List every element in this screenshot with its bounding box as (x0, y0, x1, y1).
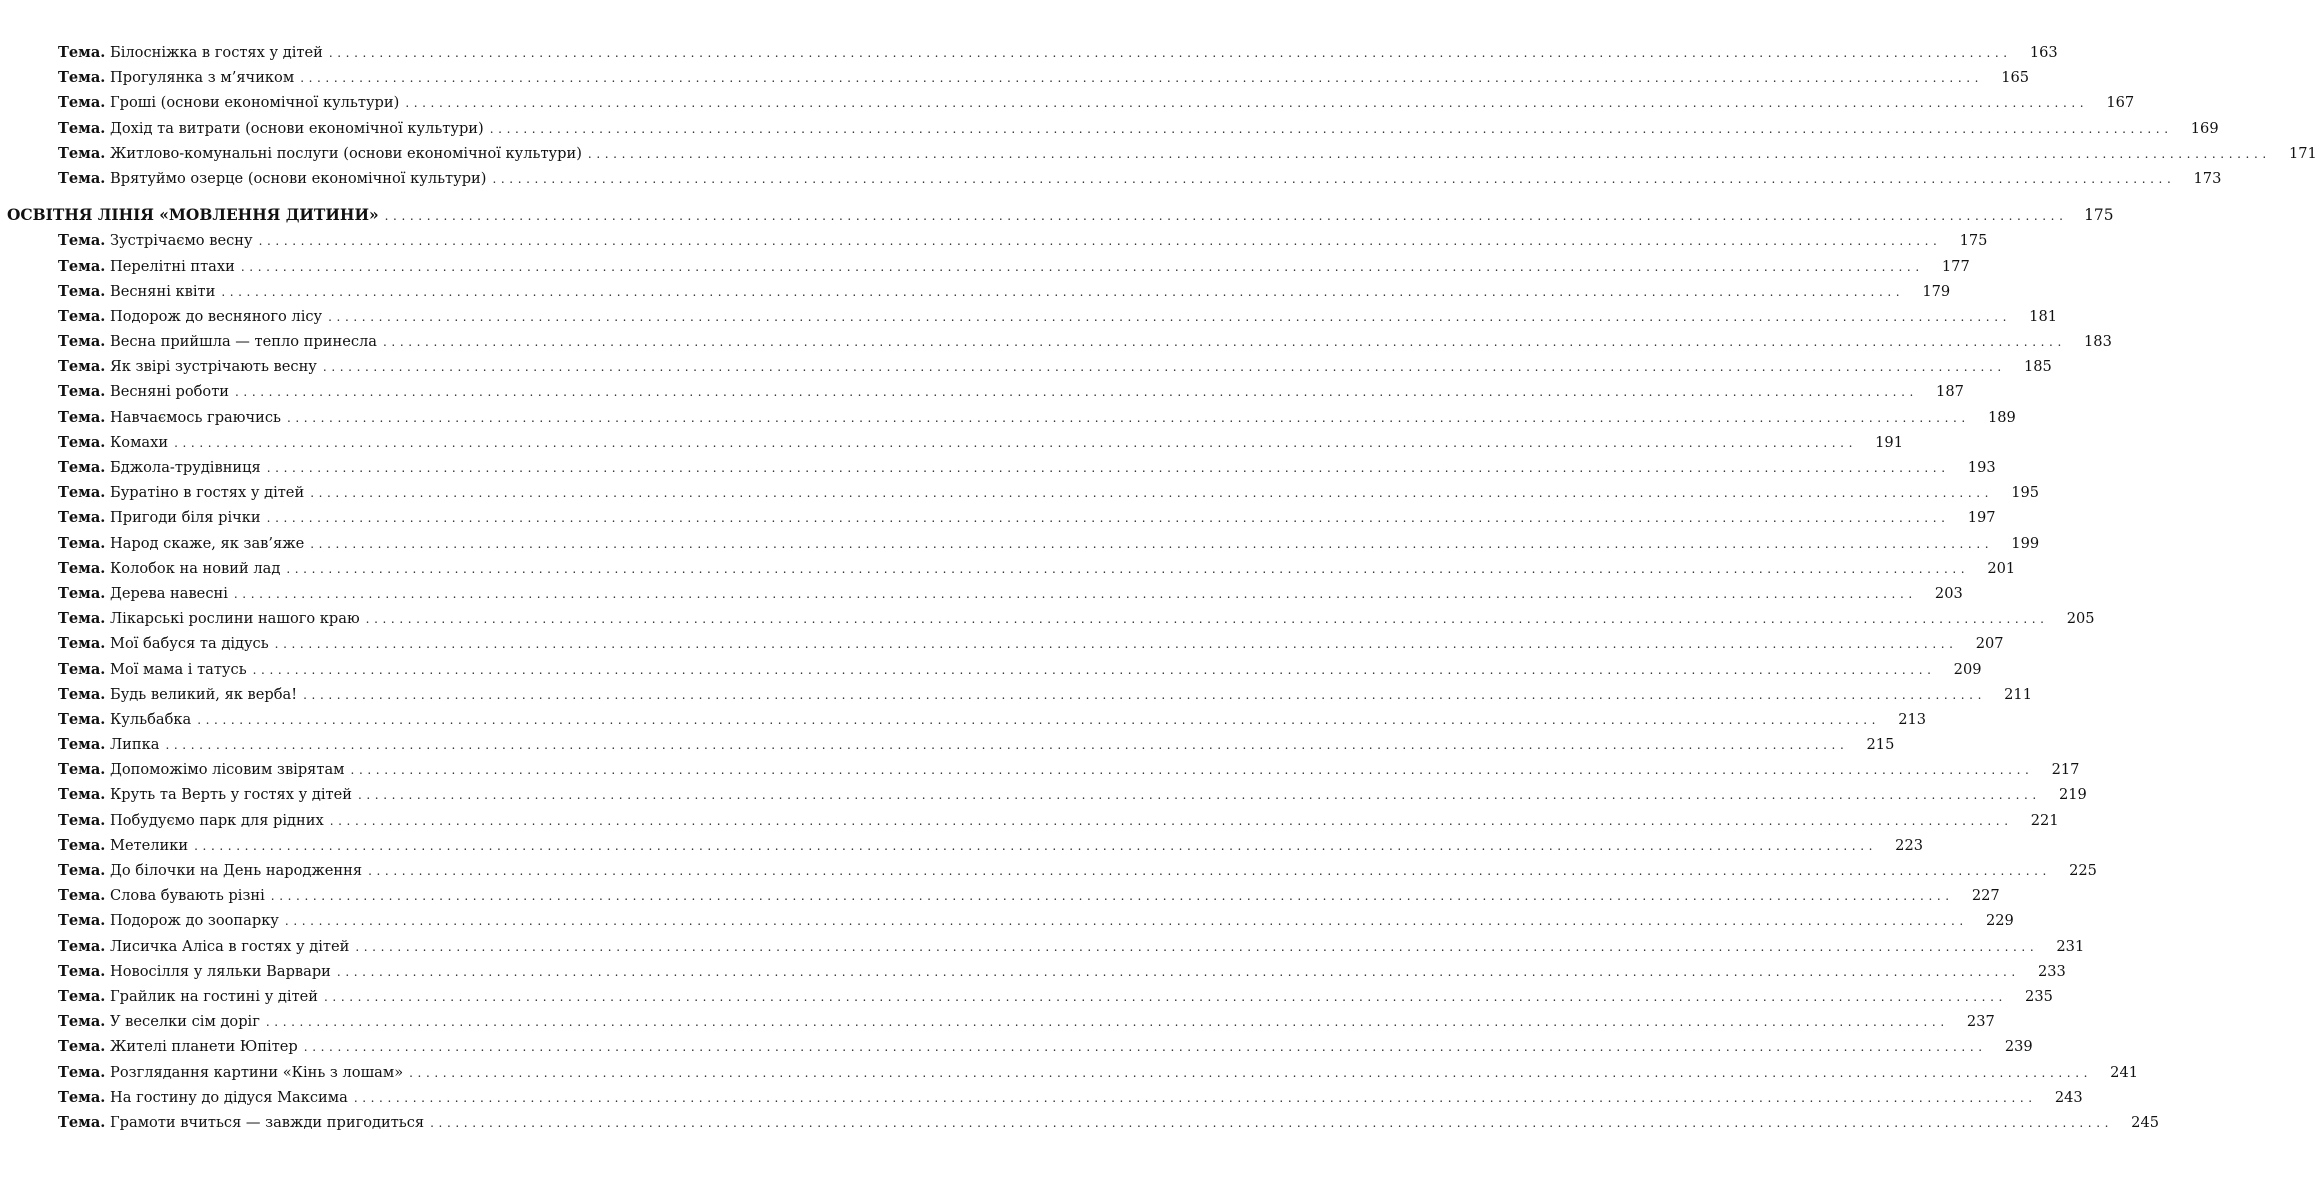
toc-entry-title: Мої мама і татусь (110, 660, 247, 678)
dot-leader: ........................................................................................................................................................................................................ (266, 461, 1950, 475)
toc-entry-prefix: Тема. (58, 459, 106, 476)
toc-entry-title: Весняні квіти (110, 282, 216, 300)
toc-entry-prefix: Тема. (58, 94, 106, 112)
toc-entry-page-number: 231 (2056, 937, 2085, 955)
toc-entry (0, 90, 2135, 115)
toc-entry-title: До білочки на День народження (110, 862, 363, 879)
dot-leader: ........................................................................................................................................................................................................ (174, 435, 1857, 450)
toc-entry (0, 531, 2040, 556)
toc-entry-title: Допоможімо лісовим звірятам (110, 761, 345, 779)
toc-entry-label (58, 455, 261, 480)
dot-leader: ........................................................................................................................................................................................................ (270, 889, 1954, 904)
dot-leader: ........................................................................................................................................................................................................ (258, 234, 1942, 249)
toc-entry-label (58, 405, 281, 430)
toc-entry-prefix: Тема. (58, 811, 106, 829)
toc-entry-page-number: 225 (2069, 862, 2097, 879)
toc-entry-prefix: Тема. (58, 169, 106, 187)
toc-entry-prefix: Тема. (58, 433, 106, 451)
toc-entry-title: Перелітні птахи (110, 257, 235, 275)
dot-leader: ........................................................................................................................................................................................................ (233, 586, 1917, 601)
dot-leader: ........................................................................................................................................................................................................ (365, 612, 2049, 627)
toc-entry-title: Слова бувають різні (110, 887, 265, 905)
toc-entry-title: Грамоти вчиться — завжди пригодиться (110, 1113, 425, 1131)
toc-entry-page-number: 245 (2131, 1113, 2160, 1131)
toc-entry (0, 657, 1982, 682)
toc-entry-page-number: 217 (2051, 761, 2080, 779)
toc-entry (0, 606, 2095, 631)
toc-entry-prefix: Тема. (58, 736, 106, 754)
toc-entry-page-number: 195 (2011, 484, 2040, 502)
toc-entry-prefix: Тема. (58, 1113, 106, 1131)
toc-entry-prefix: Тема. (58, 559, 106, 577)
toc-entry-title: Як звірі зустрічають весну (110, 358, 317, 376)
toc-entry-title: Лікарські рослини нашого краю (110, 610, 360, 628)
toc-entry-prefix: Тема. (58, 408, 106, 426)
toc-entry-title: Подорож до весняного лісу (110, 307, 323, 325)
dot-leader: ........................................................................................................................................................................................................ (384, 209, 2068, 224)
toc-entry-page-number: 173 (2193, 169, 2222, 187)
toc-entry-label (58, 480, 304, 505)
toc-entry (0, 354, 2052, 379)
toc-entry-prefix: Тема. (58, 509, 106, 527)
toc-entry-label (58, 732, 159, 757)
toc-entry (0, 631, 2004, 656)
toc-entry-title: Новосілля у ляльки Варвари (110, 962, 331, 980)
dot-leader: ........................................................................................................................................................................................................ (221, 284, 1905, 299)
toc-entry (0, 430, 1903, 455)
toc-entry (0, 883, 2000, 908)
dot-leader: ........................................................................................................................................................................................................ (310, 536, 1994, 551)
section-page-number: 175 (2084, 206, 2114, 225)
dot-leader: ........................................................................................................................................................................................................ (353, 1090, 2037, 1105)
toc-entry-page-number: 177 (1941, 257, 1970, 275)
toc-entry-title: Кульбабка (110, 710, 192, 728)
dot-leader: ........................................................................................................................................................................................................ (252, 662, 1936, 677)
toc-entry-page-number: 233 (2037, 962, 2066, 980)
toc-entry-title: Прогулянка з м’ячиком (110, 69, 295, 87)
toc-entry-prefix: Тема. (58, 937, 106, 955)
toc-entry-title: Грайлик на гостині у дітей (110, 987, 319, 1005)
dot-leader: ........................................................................................................................................................................................................ (357, 788, 2041, 803)
toc-entry (0, 782, 2087, 807)
toc-entry-page-number: 229 (1985, 912, 2014, 930)
toc-entry-prefix: Тема. (58, 862, 106, 879)
toc-entry (0, 1034, 2033, 1059)
toc-entry (0, 254, 1970, 279)
toc-entry-page-number: 243 (2054, 1088, 2083, 1106)
toc-entry-prefix: Тема. (58, 761, 106, 779)
dot-leader: ........................................................................................................................................................................................................ (409, 1065, 2093, 1080)
dot-leader: ........................................................................................................................................................................................................ (265, 1015, 1949, 1030)
toc-entry-label (58, 304, 322, 329)
toc-entry-page-number: 235 (2025, 987, 2053, 1005)
toc-entry-label (58, 682, 297, 707)
toc-entry-label (58, 354, 317, 379)
toc-entry-page-number: 223 (1895, 836, 1924, 854)
dot-leader: ........................................................................................................................................................................................................ (382, 335, 2066, 350)
toc-entry-title: У веселки сім доріг (110, 1013, 260, 1031)
toc-entry-label (58, 883, 265, 908)
toc-entry-label (58, 279, 215, 304)
dot-leader: ........................................................................................................................................................................................................ (197, 712, 1881, 727)
toc-entry-label (58, 782, 352, 807)
dot-leader: ........................................................................................................................................................................................................ (492, 171, 2176, 186)
toc-entry-title: Метелики (110, 836, 189, 854)
toc-entry-prefix: Тема. (58, 282, 106, 300)
toc-entry-prefix: Тема. (58, 333, 106, 351)
toc-entry-page-number: 237 (1966, 1013, 1995, 1031)
toc-entry-prefix: Тема. (58, 912, 106, 930)
toc-entry (0, 166, 2222, 191)
toc-entry-label (58, 1060, 403, 1085)
dot-leader: ........................................................................................................................................................................................................ (303, 1040, 1987, 1055)
toc-entry (0, 984, 2053, 1009)
toc-entry-page-number: 169 (2190, 119, 2219, 137)
dot-leader: ........................................................................................................................................................................................................ (328, 46, 2012, 60)
toc-entry (0, 141, 2317, 166)
toc-entry-page-number: 165 (2001, 69, 2030, 87)
toc-entry-title: Бджола-трудівниця (110, 459, 261, 476)
toc-entry-prefix: Тема. (58, 660, 106, 678)
toc-entry (0, 304, 2058, 329)
toc-entry-label (58, 1034, 298, 1059)
dot-leader: ........................................................................................................................................................................................................ (324, 989, 2007, 1004)
toc-entry-prefix: Тема. (58, 710, 106, 728)
toc-entry (0, 556, 2016, 581)
dot-leader: ........................................................................................................................................................................................................ (303, 687, 1986, 702)
toc-entry (0, 329, 2112, 354)
toc-entry (0, 505, 1996, 530)
toc-entry (0, 757, 2080, 782)
toc-entry-page-number: 203 (1934, 584, 1963, 602)
toc-entry-label (58, 984, 318, 1009)
toc-entry-page-number: 207 (1975, 635, 2004, 653)
toc-entry-title: Жителі планети Юпітер (110, 1038, 298, 1056)
dot-leader: ........................................................................................................................................................................................................ (235, 385, 1918, 400)
toc-entry-prefix: Тема. (58, 44, 106, 61)
toc-entry-label (58, 228, 253, 253)
toc-entry (0, 1060, 2139, 1085)
toc-entry (0, 959, 2066, 984)
toc-entry-prefix: Тема. (58, 144, 106, 162)
dot-leader: ........................................................................................................................................................................................................ (322, 360, 2006, 375)
dot-leader: ........................................................................................................................................................................................................ (329, 813, 2013, 828)
section-title: ОСВІТНЯ ЛІНІЯ «МОВЛЕННЯ ДИТИНИ» (7, 206, 379, 225)
toc-entry (0, 228, 1988, 253)
toc-entry-page-number: 171 (2288, 144, 2317, 162)
dot-leader: ........................................................................................................................................................................................................ (405, 96, 2089, 111)
toc-entry-page-number: 211 (2004, 685, 2032, 703)
toc-entry-label (58, 141, 582, 166)
toc-entry-prefix: Тема. (58, 584, 106, 602)
toc-entry (0, 40, 2058, 65)
dot-leader: ........................................................................................................................................................................................................ (355, 939, 2039, 954)
toc-entry-label (58, 65, 294, 90)
toc-entry-title: Врятуймо озерце (основи економічної культури) (110, 169, 487, 187)
toc-entry-label (58, 858, 362, 883)
toc-entry-title: Круть та Верть у гостях у дітей (110, 786, 352, 804)
toc-entry-label (58, 657, 247, 682)
toc-entry-prefix: Тема. (58, 987, 106, 1005)
toc-entry-prefix: Тема. (58, 358, 106, 376)
toc-group-1 (0, 40, 2317, 191)
dot-leader: ........................................................................................................................................................................................................ (274, 637, 1958, 652)
toc-entry-page-number: 163 (2029, 44, 2058, 61)
toc-entry-label (58, 581, 228, 606)
toc-entry-title: Житлово-комунальні послуги (основи економічної культури) (110, 144, 582, 162)
toc-entry-label (58, 959, 331, 984)
toc-entry-prefix: Тема. (58, 836, 106, 854)
dot-leader: ........................................................................................................................................................................................................ (165, 738, 1849, 753)
toc-entry-title: Липка (110, 736, 160, 754)
toc-entry-prefix: Тема. (58, 1063, 106, 1081)
toc-entry-prefix: Тема. (58, 786, 106, 804)
toc-entry-title: Гроші (основи економічної культури) (110, 94, 400, 112)
toc-entry-page-number: 189 (1987, 408, 2016, 426)
toc-entry (0, 379, 1964, 404)
dot-leader: ........................................................................................................................................................................................................ (310, 486, 1994, 501)
toc-entry-label (58, 90, 399, 115)
toc-entry-page-number: 167 (2106, 94, 2135, 112)
toc-entry-label (58, 934, 349, 959)
toc-entry-title: Дерева навесні (110, 584, 228, 602)
toc-entry-title: Народ скаже, як зав’яже (110, 534, 305, 552)
toc-entry-title: Комахи (110, 433, 169, 451)
toc-entry-page-number: 187 (1936, 383, 1964, 401)
toc-entry (0, 732, 1895, 757)
toc-entry-title: Зустрічаємо весну (110, 232, 253, 250)
toc-entry-label (58, 1085, 348, 1110)
toc-entry (0, 833, 1924, 858)
dot-leader: ........................................................................................................................................................................................................ (266, 511, 1950, 526)
toc-entry-prefix: Тема. (58, 610, 106, 628)
dot-leader: ........................................................................................................................................................................................................ (300, 71, 1984, 86)
toc-entry-prefix: Тема. (58, 383, 106, 401)
toc-entry-page-number: 213 (1898, 710, 1927, 728)
toc-entry-title: Побудуємо парк для рідних (110, 811, 324, 829)
toc-entry-prefix: Тема. (58, 1038, 106, 1056)
toc-entry-prefix: Тема. (58, 887, 106, 905)
toc-entry-title: Колобок на новий лад (110, 559, 281, 577)
toc-entry-title: Дохід та витрати (основи економічної культури) (110, 119, 484, 137)
dot-leader: ........................................................................................................................................................................................................ (284, 914, 1968, 929)
toc-entry-page-number: 183 (2084, 333, 2112, 351)
dot-leader: ........................................................................................................................................................................................................ (336, 964, 2020, 979)
dot-leader: ........................................................................................................................................................................................................ (489, 121, 2173, 136)
toc-entry-page-number: 181 (2029, 307, 2058, 325)
toc-entry-label (58, 116, 484, 141)
toc-entry-page-number: 179 (1922, 282, 1951, 300)
toc-entry-title: Подорож до зоопарку (110, 912, 279, 930)
toc-entry (0, 581, 1963, 606)
toc-entry-prefix: Тема. (58, 685, 106, 703)
toc-entry-page-number: 239 (2004, 1038, 2033, 1056)
toc-entry-label (58, 833, 188, 858)
toc-entry-page-number: 199 (2011, 534, 2040, 552)
toc-entry (0, 480, 2040, 505)
toc-entry (0, 279, 1951, 304)
toc-group-2 (0, 228, 2160, 1135)
toc-entry-title: Мої бабуся та дідусь (110, 635, 269, 653)
toc-entry-label (58, 808, 324, 833)
toc-entry-prefix: Тема. (58, 232, 106, 250)
toc-entry-title: На гостину до дідуся Максима (110, 1088, 348, 1106)
toc-entry-prefix: Тема. (58, 257, 106, 275)
toc-entry (0, 455, 1996, 480)
toc-entry (0, 1009, 1995, 1034)
toc-entry-prefix: Тема. (58, 119, 106, 137)
toc-entry-title: Лисичка Аліса в гостях у дітей (110, 937, 350, 955)
toc-entry (0, 1085, 2083, 1110)
section-heading (0, 203, 2114, 228)
toc-entry-label (58, 379, 229, 404)
toc-entry-title: Білосніжка в гостях у дітей (110, 44, 323, 61)
toc-entry-title: Весняні роботи (110, 383, 230, 401)
toc-entry-page-number: 205 (2066, 610, 2095, 628)
dot-leader: ........................................................................................................................................................................................................ (194, 838, 1878, 853)
toc-entry-label (58, 505, 261, 530)
toc-entry-page-number: 209 (1953, 660, 1982, 678)
dot-leader: ........................................................................................................................................................................................................ (350, 763, 2034, 778)
toc-entry (0, 858, 2097, 883)
toc-entry (0, 405, 2016, 430)
toc-entry-label (58, 254, 235, 279)
toc-entry-page-number: 185 (2023, 358, 2052, 376)
toc-entry-title: Весна прийшла — тепло принесла (110, 333, 377, 351)
toc-entry-page-number: 193 (1967, 459, 1996, 476)
toc-entry-label (58, 1110, 424, 1135)
toc-entry-page-number: 191 (1875, 433, 1903, 451)
toc-entry (0, 682, 2032, 707)
toc-entry-label (58, 531, 304, 556)
toc-entry-page-number: 175 (1959, 232, 1988, 250)
toc-entry-page-number: 197 (1967, 509, 1996, 527)
toc-entry-page-number: 221 (2030, 811, 2059, 829)
toc-entry-page-number: 227 (1971, 887, 2000, 905)
toc-entry-label (58, 757, 345, 782)
toc-entry-label (58, 430, 168, 455)
dot-leader: ........................................................................................................................................................................................................ (286, 561, 1970, 576)
toc-entry-title: Навчаємось граючись (110, 408, 281, 426)
table-of-contents (0, 40, 2317, 1135)
toc-entry (0, 908, 2014, 933)
toc-entry (0, 808, 2059, 833)
dot-leader: ........................................................................................................................................................................................................ (286, 410, 1970, 425)
toc-entry-label (58, 606, 360, 631)
toc-entry (0, 65, 2030, 90)
toc-entry-title: Пригоди біля річки (110, 509, 261, 527)
toc-entry-label (58, 707, 191, 732)
toc-entry-page-number: 215 (1866, 736, 1895, 754)
toc-entry-label (58, 908, 279, 933)
toc-entry-page-number: 219 (2058, 786, 2087, 804)
toc-entry (0, 1110, 2160, 1135)
dot-leader: ........................................................................................................................................................................................................ (587, 146, 2271, 161)
dot-leader: ........................................................................................................................................................................................................ (368, 864, 2051, 878)
dot-leader: ........................................................................................................................................................................................................ (328, 309, 2012, 324)
toc-entry-label (58, 1009, 260, 1034)
toc-entry-label (58, 631, 269, 656)
toc-entry-title: Будь великий, як верба! (110, 685, 298, 703)
toc-entry-label (58, 556, 280, 581)
toc-entry-prefix: Тема. (58, 635, 106, 653)
toc-entry-prefix: Тема. (58, 484, 106, 502)
toc-entry-prefix: Тема. (58, 534, 106, 552)
toc-entry-page-number: 201 (1987, 559, 2016, 577)
toc-entry-title: Буратіно в гостях у дітей (110, 484, 305, 502)
toc-entry-label (58, 329, 377, 354)
toc-entry-label (58, 166, 486, 191)
toc-entry-prefix: Тема. (58, 962, 106, 980)
toc-entry-prefix: Тема. (58, 1013, 106, 1031)
toc-entry-label (58, 40, 323, 65)
dot-leader: ........................................................................................................................................................................................................ (240, 259, 1924, 274)
toc-entry (0, 116, 2219, 141)
toc-entry-prefix: Тема. (58, 69, 106, 87)
toc-entry-prefix: Тема. (58, 1088, 106, 1106)
toc-entry-prefix: Тема. (58, 307, 106, 325)
toc-entry-title: Розглядання картини «Кінь з лошам» (110, 1063, 404, 1081)
toc-entry (0, 707, 1927, 732)
toc-entry (0, 934, 2085, 959)
toc-entry-page-number: 241 (2110, 1063, 2139, 1081)
dot-leader: ........................................................................................................................................................................................................ (430, 1115, 2114, 1130)
